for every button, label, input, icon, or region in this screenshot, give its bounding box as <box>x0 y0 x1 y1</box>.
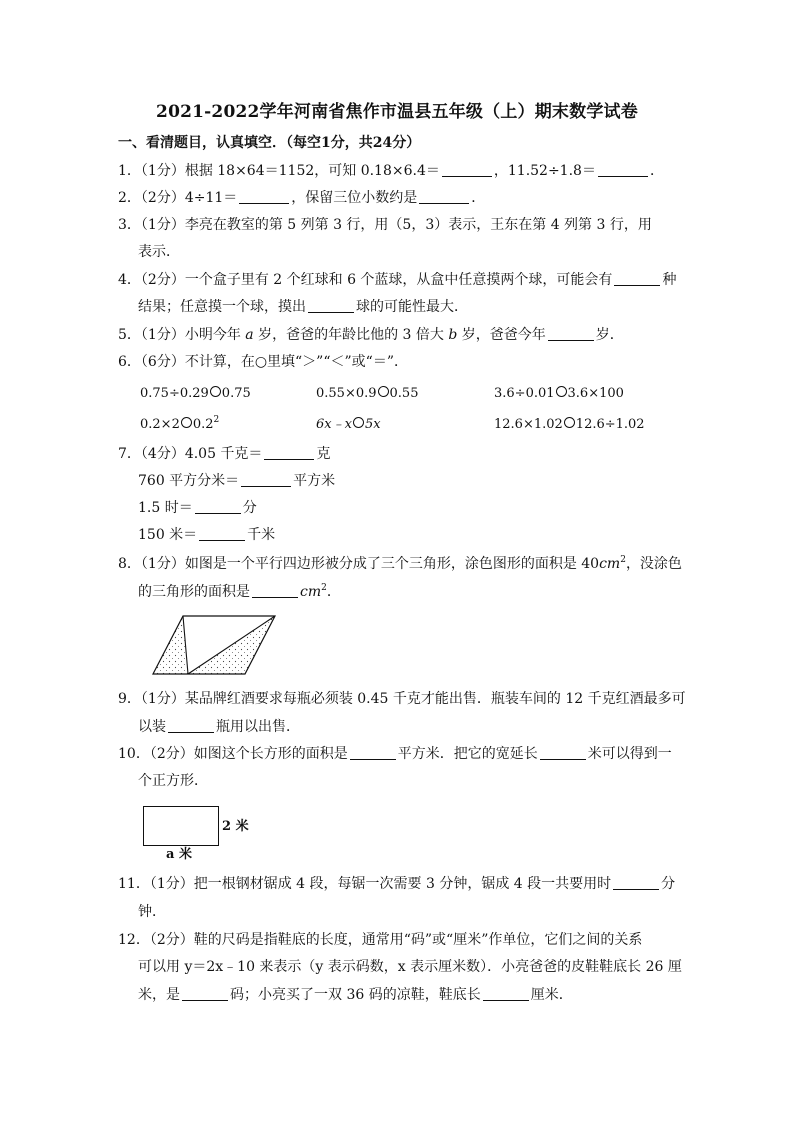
answer-blank[interactable] <box>182 986 228 1001</box>
question-9-line2 <box>138 718 300 736</box>
q10-text: 米可以得到一 <box>587 746 672 762</box>
exponent: 2 <box>620 555 626 565</box>
compare-item <box>140 416 219 434</box>
q7-unit: 平方米 <box>293 473 336 489</box>
q4-text: 种 <box>662 272 677 288</box>
compare-item <box>316 416 381 434</box>
q1-text: ，11.52÷1.8＝ <box>493 163 596 179</box>
question-7-b <box>138 472 335 490</box>
compare-right: 12.6÷1.02 <box>575 417 645 432</box>
question-3-line1: 3．（1分）李亮在教室的第 5 列第 3 行，用（5，3）表示，王东在第 4 列第 3 行，用 <box>118 217 652 233</box>
answer-blank[interactable] <box>168 718 214 733</box>
q10-text: 10．（2分）如图这个长方形的面积是 <box>118 746 348 762</box>
unit-cm: cm <box>300 584 322 600</box>
q11-text: 11．（1分）把一根钢材锯成 4 段，每锯一次需要 3 分钟，锯成 4 段一共要用时 <box>118 876 612 892</box>
question-2 <box>118 189 485 207</box>
answer-blank[interactable] <box>548 326 594 341</box>
compare-right: 3.6×100 <box>567 386 624 401</box>
answer-blank[interactable] <box>308 298 354 313</box>
question-10-line1 <box>118 745 672 763</box>
compare-item <box>494 385 624 403</box>
answer-blank[interactable] <box>442 162 492 177</box>
q12-text: 码；小亮买了一双 36 码的凉鞋，鞋底长 <box>230 987 481 1003</box>
compare-left: 0.2×2 <box>140 417 180 432</box>
compare-right: 5x <box>364 417 381 432</box>
q8-text: ． <box>326 584 341 600</box>
compare-left: 12.6×1.02 <box>494 417 563 432</box>
answer-blank[interactable] <box>613 875 659 890</box>
exponent: 2 <box>213 415 220 425</box>
q8-text: ，没涂色 <box>625 556 682 572</box>
variable-b: b <box>448 327 458 343</box>
q4-text: 球的可能性最大． <box>356 299 468 315</box>
compare-left: 0.55×0.9 <box>316 386 377 401</box>
answer-blank[interactable] <box>614 271 660 286</box>
rectangle-figure <box>143 806 219 846</box>
compare-item <box>316 385 418 403</box>
compare-item <box>494 416 645 434</box>
compare-circle[interactable] <box>353 417 364 428</box>
parallelogram-figure <box>150 612 280 678</box>
q2-text: 2．（2分）4÷11＝ <box>118 190 238 206</box>
q12-text: 米，是 <box>138 987 180 1003</box>
question-7-a <box>118 445 330 463</box>
q7-unit: 分 <box>242 500 257 516</box>
q10-text: 平方米．把它的宽延长 <box>397 746 538 762</box>
q9-text: 以装 <box>138 719 166 735</box>
question-7-d <box>138 526 275 544</box>
compare-left: 6x﹣x <box>316 417 352 432</box>
question-8-line2 <box>138 583 341 601</box>
answer-blank[interactable] <box>241 472 291 487</box>
q7-text: 150 米＝ <box>138 527 198 543</box>
q7-unit: 克 <box>316 446 331 462</box>
q8-text: 8．（1分）如图是一个平行四边形被分成了三个三角形，涂色图形的面积是 40 <box>118 556 600 572</box>
question-11-line2: 钟． <box>138 904 166 920</box>
section-heading: 一、看清题目，认真填空．（每空1分，共24分） <box>118 135 421 151</box>
question-12-line2: 可以用 y＝2x﹣10 来表示（y 表示码数，x 表示厘米数）．小亮爸爸的皮鞋鞋底长 26 厘 <box>138 959 682 975</box>
q7-text: 1.5 时＝ <box>138 500 193 516</box>
q3-text: 表示． <box>138 244 180 260</box>
answer-blank[interactable] <box>252 583 298 598</box>
question-8-line1 <box>118 555 682 573</box>
q1-text: 1．（1分）根据 18×64＝1152，可知 0.18×6.4＝ <box>118 163 440 179</box>
q4-text: 结果；任意摸一个球，摸出 <box>138 299 306 315</box>
q8-text: 的三角形的面积是 <box>138 584 250 600</box>
answer-blank[interactable] <box>239 189 289 204</box>
shaded-triangle-left <box>153 616 188 674</box>
compare-item <box>140 385 251 403</box>
q12-text: 厘米． <box>530 987 573 1003</box>
q5-text: 岁，爸爸今年 <box>461 327 546 343</box>
rectangle-width-label: 2 米 <box>222 819 249 834</box>
q11-text: 分 <box>661 876 676 892</box>
variable-a: a <box>245 327 254 343</box>
q9-text: 瓶用以出售． <box>216 719 300 735</box>
answer-blank[interactable] <box>419 189 469 204</box>
rectangle-length-label: a 米 <box>166 847 192 862</box>
answer-blank[interactable] <box>199 526 245 541</box>
q5-text: 岁． <box>595 327 624 343</box>
question-9-line1: 9．（1分）某品牌红酒要求每瓶必须装 0.45 千克才能出售．瓶装车间的 12 千克红酒最多可 <box>118 691 686 707</box>
q5-text: 岁，爸爸的年龄比他的 3 倍大 <box>258 327 444 343</box>
answer-blank[interactable] <box>195 499 241 514</box>
compare-circle[interactable] <box>210 386 221 397</box>
question-11-line1 <box>118 875 675 893</box>
answer-blank[interactable] <box>540 745 586 760</box>
question-3-line2 <box>138 243 180 261</box>
compare-right: 0.2 <box>192 417 214 432</box>
q4-text: 4．（2分）一个盒子里有 2 个红球和 6 个蓝球，从盒中任意摸两个球，可能会有 <box>118 272 613 288</box>
question-7-c <box>138 499 257 517</box>
question-4-line1 <box>118 271 676 289</box>
q2-text: ． <box>471 190 486 206</box>
compare-right: 0.75 <box>221 386 251 401</box>
q7-text: 7．（4分）4.05 千克＝ <box>118 446 263 462</box>
answer-blank[interactable] <box>350 745 396 760</box>
question-5 <box>118 326 624 344</box>
question-12-line1: 12．（2分）鞋的尺码是指鞋底的长度，通常用“码”或“厘米”作单位，它们之间的关系 <box>118 932 643 948</box>
compare-right: 0.55 <box>389 386 419 401</box>
page-title: 2021-2022学年河南省焦作市温县五年级（上）期末数学试卷 <box>156 102 638 122</box>
compare-circle[interactable] <box>378 386 389 397</box>
q5-text: 5．（1分）小明今年 <box>118 327 241 343</box>
question-6-stem: 6．（6分）不计算，在○里填“＞”“＜”或“＝”． <box>118 354 408 370</box>
question-10-line2: 个正方形． <box>138 773 208 789</box>
unit-cm: cm <box>599 556 621 572</box>
q1-text: ． <box>649 163 664 179</box>
question-1 <box>118 162 664 180</box>
compare-left: 3.6÷0.01 <box>494 386 555 401</box>
answer-blank[interactable] <box>598 162 648 177</box>
exponent: 2 <box>321 583 327 593</box>
answer-blank[interactable] <box>264 445 314 460</box>
compare-circle[interactable] <box>564 417 575 428</box>
answer-blank[interactable] <box>483 986 529 1001</box>
compare-left: 0.75÷0.29 <box>140 386 209 401</box>
question-12-line3 <box>138 986 573 1004</box>
q2-text: ，保留三位小数约是 <box>291 190 418 206</box>
question-4-line2 <box>138 298 468 316</box>
q7-text: 760 平方分米＝ <box>138 473 240 489</box>
compare-circle[interactable] <box>181 417 192 428</box>
compare-circle[interactable] <box>556 386 567 397</box>
q7-unit: 千米 <box>247 527 276 543</box>
